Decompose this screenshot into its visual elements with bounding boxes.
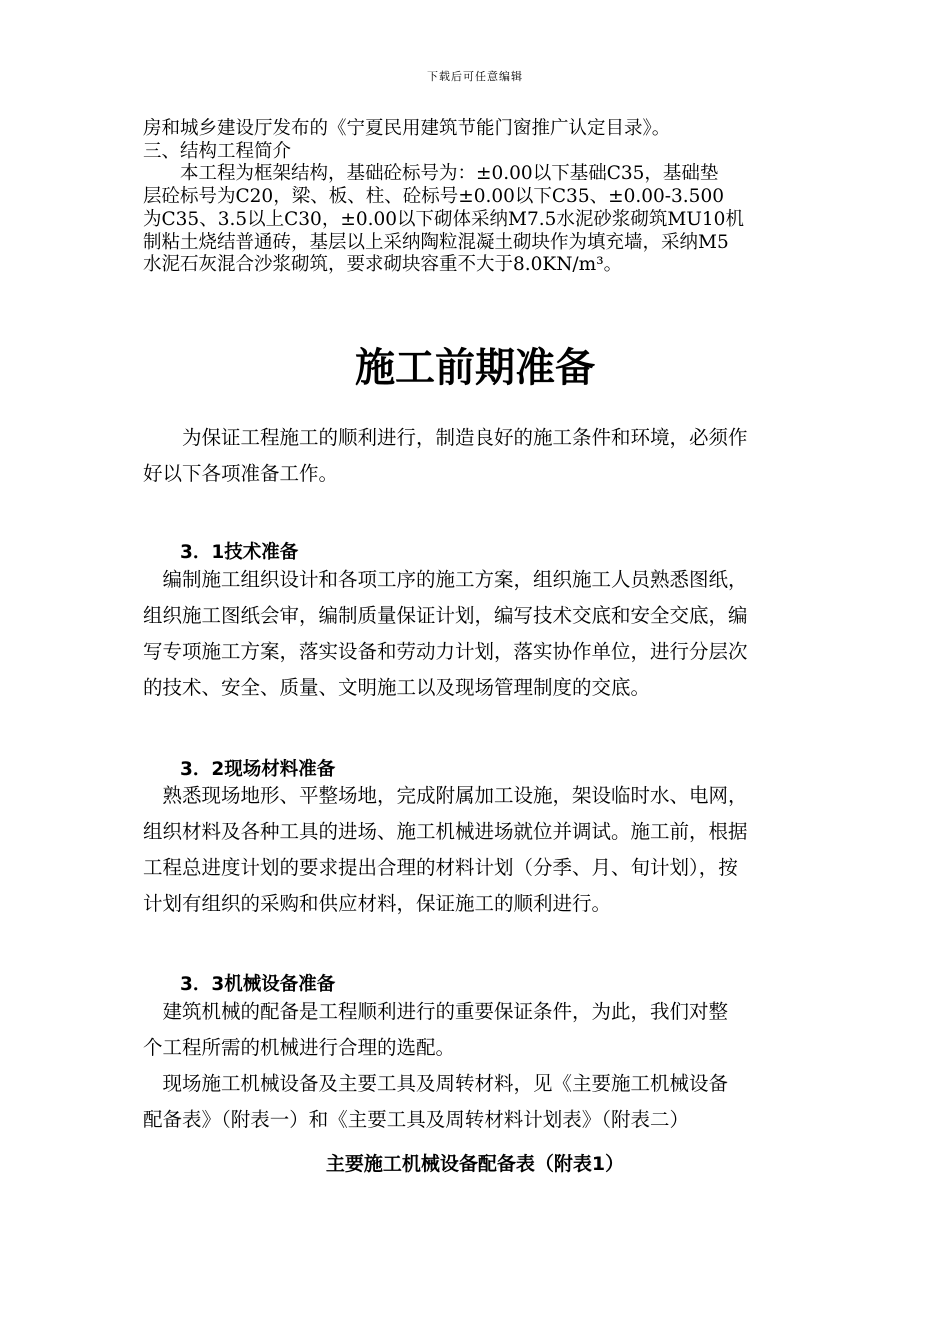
text-line: 熟悉现场地形、平整场地，完成附属加工设施，架设临时水、电网， xyxy=(143,784,748,807)
text-line: 编制施工组织设计和各项工序的施工方案，组织施工人员熟悉图纸， xyxy=(143,568,748,591)
page-header: 下载后可任意编辑 xyxy=(427,70,523,83)
section-heading-materials: 3．2现场材料准备 xyxy=(180,759,336,780)
text-line: 组织施工图纸会审，编制质量保证计划，编写技术交底和安全交底，编 xyxy=(143,604,748,627)
text-line: 水泥石灰混合沙浆砌筑，要求砌块容重不大于8.0KN/m³。 xyxy=(143,254,623,276)
text-line: 建筑机械的配备是工程顺利进行的重要保证条件，为此，我们对整 xyxy=(143,1000,729,1023)
text-line: 个工程所需的机械进行合理的选配。 xyxy=(143,1036,456,1059)
section-body-materials xyxy=(143,778,855,922)
text-line: 组织材料及各种工具的进场、施工机械进场就位并调试。施工前，根据 xyxy=(143,820,748,843)
section-heading-structure: 三、结构工程简介 xyxy=(143,140,292,162)
text-line: 为C35、3.5以上C30，±0.00以下砌体采纳M7.5水泥砂浆砌筑MU10机 xyxy=(143,208,744,230)
lead-paragraph xyxy=(143,420,855,492)
section-body-technical xyxy=(143,562,855,706)
text-line: 为保证工程施工的顺利进行，制造良好的施工条件和环境，必须作 xyxy=(143,426,748,449)
text-line: 层砼标号为C20，梁、板、柱、砼标号±0.00以下C35、±0.00-3.500 xyxy=(143,186,724,208)
section-heading-technical: 3．1技术准备 xyxy=(180,542,299,563)
text-line: 写专项施工方案，落实设备和劳动力计划，落实协作单位，进行分层次 xyxy=(143,640,748,663)
text-line: 好以下各项准备工作。 xyxy=(143,462,339,485)
text-line: 工程总进度计划的要求提出合理的材料计划（分季、月、旬计划），按 xyxy=(143,856,738,879)
page-title: 施工前期准备 xyxy=(355,345,595,391)
text-line: 配备表》（附表一）和《主要工具及周转材料计划表》（附表二） xyxy=(143,1108,690,1131)
section-body-machinery xyxy=(143,994,855,1138)
text-line: 本工程为框架结构，基础砼标号为：±0.00以下基础C35，基础垫 xyxy=(143,163,719,185)
text-line: 制粘土烧结普通砖，基层以上采纳陶粒混凝土砌块作为填充墙，采纳M5 xyxy=(143,231,729,253)
section-heading-machinery: 3．3机械设备准备 xyxy=(180,974,336,995)
text-line: 房和城乡建设厅发布的《宁夏民用建筑节能门窗推广认定目录》。 xyxy=(143,118,671,139)
table-title: 主要施工机械设备配备表（附表1） xyxy=(325,1153,625,1175)
text-line: 的技术、安全、质量、文明施工以及现场管理制度的交底。 xyxy=(143,676,651,699)
intro-text xyxy=(143,118,855,277)
text-line: 计划有组织的采购和供应材料，保证施工的顺利进行。 xyxy=(143,892,612,915)
text-line: 现场施工机械设备及主要工具及周转材料，见《主要施工机械设备 xyxy=(143,1072,729,1095)
